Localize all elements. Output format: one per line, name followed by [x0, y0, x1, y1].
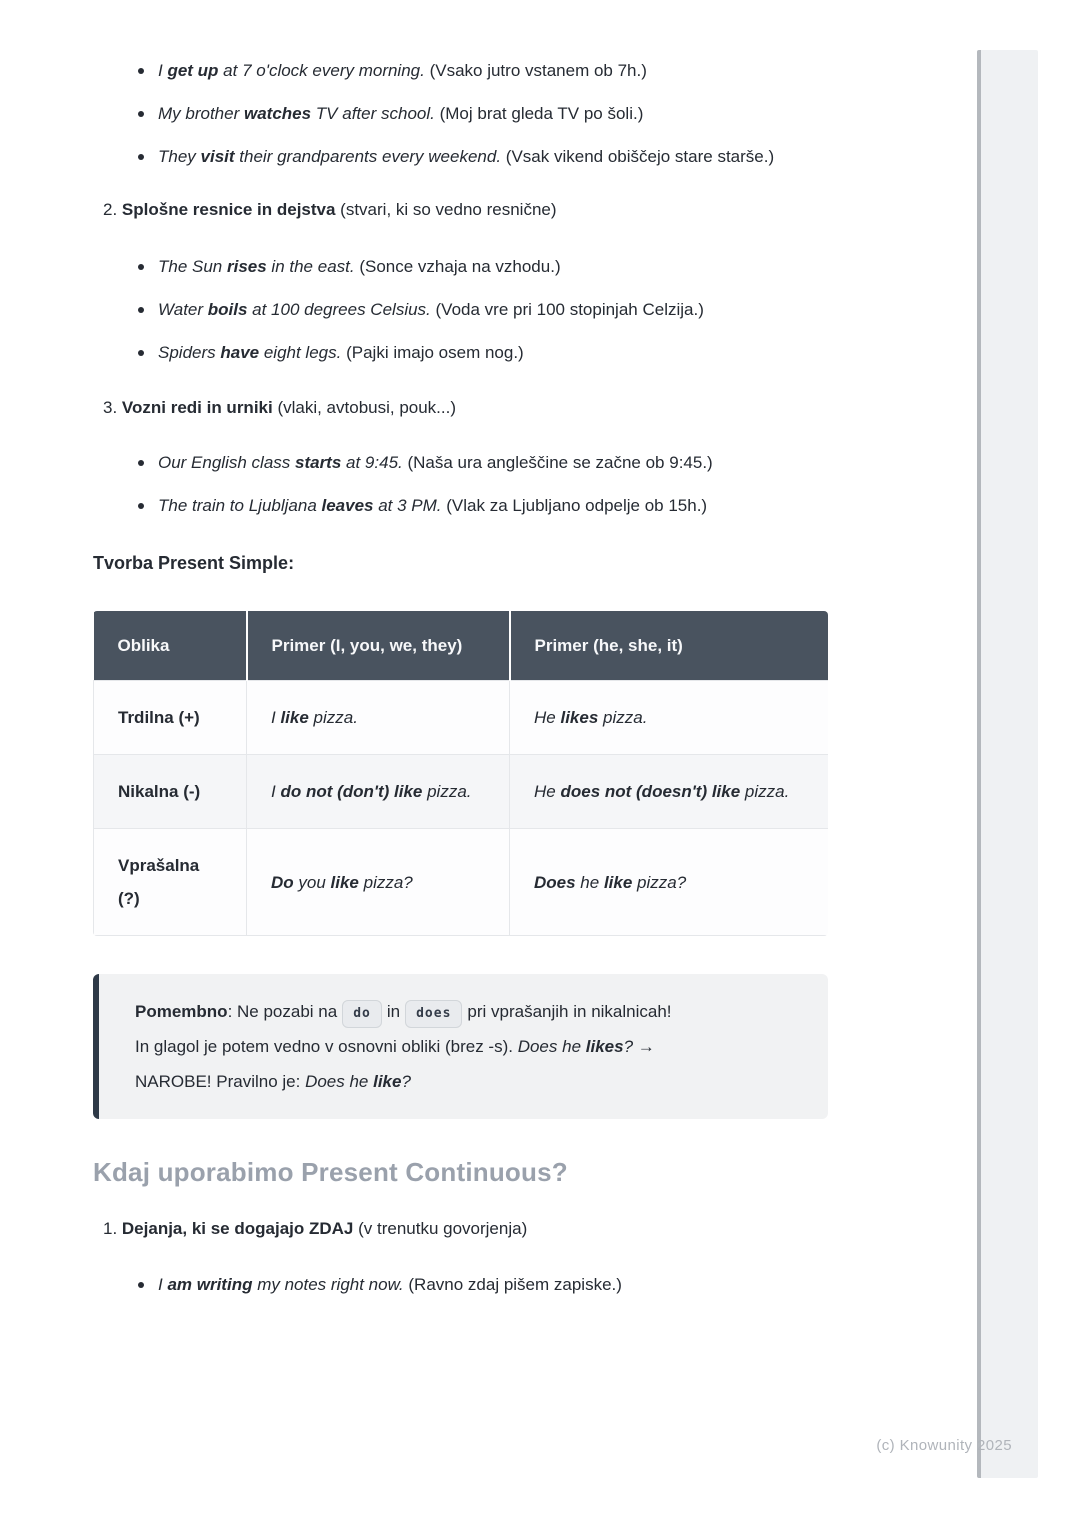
table-header-primer-plural: Primer (I, you, we, they) [247, 611, 510, 681]
truths-examples-list [93, 251, 828, 369]
text-run: in [386, 1002, 401, 1021]
text-run: at 7 o'clock every morning. [218, 61, 425, 80]
important-callout [93, 974, 828, 1119]
list-item [93, 251, 828, 283]
grammar-table [93, 611, 828, 936]
table-row [94, 829, 829, 936]
list-item [93, 447, 828, 479]
code-chip: do [342, 1000, 382, 1028]
text-run: like [373, 1072, 402, 1091]
text-run: → [633, 1037, 655, 1056]
text-run: pizza. [422, 782, 472, 801]
text-run: like [280, 708, 309, 727]
text-run: he [575, 872, 604, 892]
table-cell [510, 755, 829, 829]
text-run: Does he [305, 1072, 374, 1091]
continuous-examples-list [93, 1269, 828, 1301]
text-run: 2. [103, 200, 122, 219]
text-run: Our English class [158, 453, 295, 472]
text-run: pizza. [308, 708, 358, 727]
text-run: (vlaki, avtobusi, pouk...) [272, 398, 457, 417]
code-chip: does [405, 1000, 462, 1028]
text-run: (Pajki imajo osem nog.) [341, 343, 524, 362]
watermark: (c) Knowunity 2025 [876, 1437, 1012, 1454]
routine-examples-list [93, 55, 828, 173]
text-run: like [330, 872, 359, 892]
table-header-oblika: Oblika [94, 611, 247, 681]
text-run: (Moj brat gleda TV po šoli.) [434, 104, 644, 123]
text-run: I [158, 1275, 168, 1294]
text-run: They [158, 147, 201, 166]
row-label: Vprašalna (?) [94, 829, 247, 936]
list-item [93, 98, 828, 130]
text-run: ? [401, 1072, 411, 1091]
section-heading-actions-now [93, 1213, 828, 1245]
list-item [93, 55, 828, 87]
text-run: I [271, 708, 281, 727]
list-item [93, 1269, 828, 1301]
text-run: He [534, 708, 561, 727]
scrollbar-track[interactable] [977, 50, 1038, 1478]
table-row [94, 755, 829, 829]
text-run: have [220, 343, 260, 362]
text-run: TV after school. [311, 104, 435, 123]
text-run: In glagol je potem vedno v osnovni obliki (brez -s). [135, 1037, 518, 1056]
text-run: (v trenutku govorjenja) [353, 1219, 528, 1238]
text-run: their grandparents every weekend. [234, 147, 502, 166]
text-run: pri vprašanjih in nikalnicah! [467, 1002, 672, 1021]
callout-text [135, 994, 798, 1099]
list-item [93, 490, 828, 522]
text-run: at 3 PM. [373, 496, 442, 515]
text-run: do not (don't) like [280, 782, 423, 801]
text-run: (Vsako jutro vstanem ob 7h.) [424, 61, 647, 80]
schedules-examples-list [93, 447, 828, 522]
text-run: eight legs. [259, 343, 342, 362]
text-run: : Ne pozabi na [227, 1002, 338, 1021]
table-cell [247, 755, 510, 829]
list-item [93, 294, 828, 326]
section-heading-schedules [93, 392, 828, 424]
list-item [93, 141, 828, 173]
text-run: at 100 degrees Celsius. [247, 300, 431, 319]
text-run: 1. [103, 1219, 122, 1238]
text-run: Splošne resnice in dejstva [121, 200, 336, 219]
text-run: Does he [517, 1037, 586, 1056]
document-content [93, 0, 828, 1312]
text-run: (Vsak vikend obiščejo stare starše.) [501, 147, 775, 166]
text-run: (stvari, ki so vedno resnične) [335, 200, 557, 219]
text-run: I [271, 782, 281, 801]
text-run: The train to Ljubljana [158, 496, 322, 515]
list-item [93, 337, 828, 369]
text-run: rises [227, 257, 267, 276]
row-label: Nikalna (-) [94, 755, 247, 829]
text-run: you [293, 872, 331, 892]
table-cell [247, 829, 510, 936]
text-run: Vozni redi in urniki [121, 398, 273, 417]
text-run: my notes right now. [252, 1275, 404, 1294]
section-heading-general-truths [93, 194, 828, 226]
text-run: I [158, 61, 168, 80]
text-run: pizza. [740, 782, 790, 801]
text-run: pizza? [358, 872, 413, 892]
text-run: (Ravno zdaj pišem zapiske.) [403, 1275, 622, 1294]
text-run: ? [623, 1037, 634, 1056]
text-run: (Naša ura angleščine se začne ob 9:45.) [402, 453, 713, 472]
row-label: Trdilna (+) [94, 681, 247, 755]
text-run: Dejanja, ki se dogajajo ZDAJ [121, 1219, 354, 1238]
text-run: He [534, 782, 561, 801]
text-run: My brother [158, 104, 244, 123]
text-run: The Sun [158, 257, 227, 276]
tvorba-title: Tvorba Present Simple: [93, 553, 295, 573]
text-run: starts [295, 453, 342, 472]
text-run: at 9:45. [341, 453, 403, 472]
text-run: pizza? [632, 872, 687, 892]
text-run: in the east. [266, 257, 355, 276]
text-run: likes [560, 708, 599, 727]
text-run: am writing [167, 1275, 253, 1294]
text-run: leaves [321, 496, 374, 515]
text-run: pizza. [598, 708, 648, 727]
text-run: 3. [103, 398, 122, 417]
text-run: like [603, 872, 633, 892]
text-run: Pomembno [135, 1002, 228, 1021]
table-cell [510, 829, 829, 936]
text-run: boils [207, 300, 248, 319]
text-run: Spiders [158, 343, 221, 362]
text-run: (Sonce vzhaja na vzhodu.) [354, 257, 561, 276]
text-run: likes [585, 1037, 624, 1056]
text-run: (Vlak za Ljubljano odpelje ob 15h.) [441, 496, 708, 515]
table-cell [247, 681, 510, 755]
text-run: does not (doesn't) like [560, 782, 741, 801]
text-run: Water [158, 300, 208, 319]
text-run: Do [271, 872, 294, 892]
text-run: watches [243, 104, 312, 123]
text-run: (Voda vre pri 100 stopinjah Celzija.) [430, 300, 704, 319]
text-run: get up [167, 61, 219, 80]
table-row [94, 681, 829, 755]
present-continuous-heading: Kdaj uporabimo Present Continuous? [93, 1157, 568, 1187]
table-header-row [94, 611, 829, 681]
text-run: Does [534, 872, 576, 892]
table-header-primer-singular: Primer (he, she, it) [510, 611, 829, 681]
text-run: NAROBE! Pravilno je: [135, 1072, 306, 1091]
table-cell [510, 681, 829, 755]
text-run: visit [200, 147, 235, 166]
